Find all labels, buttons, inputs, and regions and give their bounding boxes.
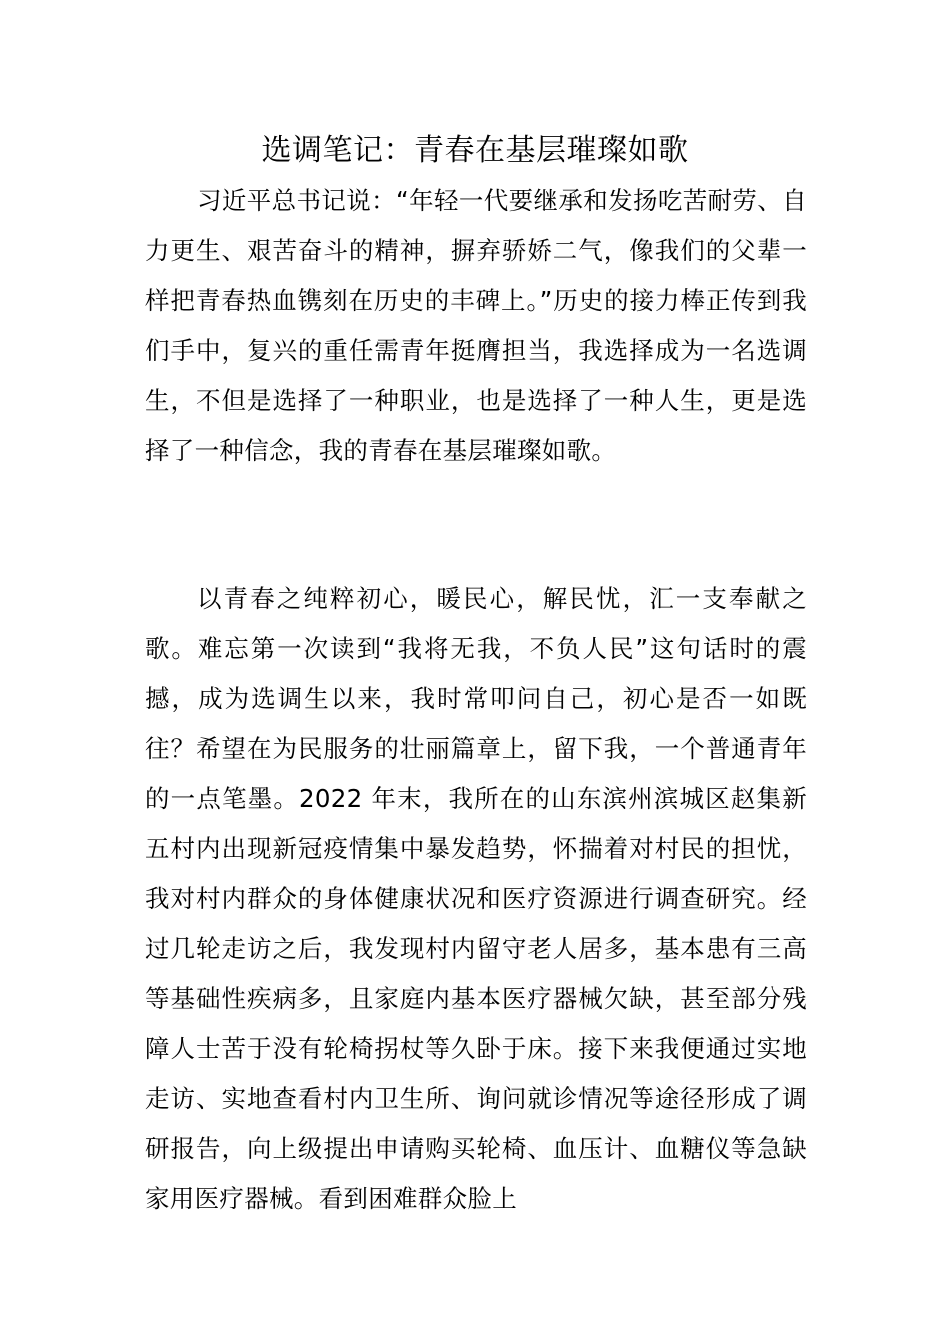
document-title: 选调笔记：青春在基层璀璨如歌 <box>261 133 689 168</box>
paragraph-2: 以青春之纯粹初心，暖民心，解民忧，汇一支奉献之歌。难忘第一次读到“我将无我，不负人民”这句话时的震撼，成为选调生以来，我时常叩问自己，初心是否一如既往？希望在为民服务的壮丽篇章上，留下我，一个普通青年的一点笔墨。2022 年末，我所在的山东滨州滨城区赵集新五村内出现新冠疫情集中暴发趋势，怀揣着对村民的担忧，我对村内群众的身体健康状况和医疗资源进行调查研究。经过几轮走访之后，我发现村内留守老人居多，基本患有三高等基础性疾病多，且家庭内基本医疗器械欠缺，甚至部分残障人士苦于没有轮椅拐杖等久卧于床。接下来我便通过实地走访、实地查看村内卫生所、询问就诊情况等途径形成了调研报告，向上级提出申请购买轮椅、血压计、血糖仪等急缺家用医疗器械。看到困难群众脸上 <box>145 584 807 1213</box>
paragraph-1: 习近平总书记说：“年轻一代要继承和发扬吃苦耐劳、自力更生、艰苦奋斗的精神，摒弃骄娇二气，像我们的父辈一样把青春热血镌刻在历史的丰碑上。”历史的接力棒正传到我们手中，复兴的重任需青年挺膺担当，我选择成为一名选调生，不但是选择了一种职业，也是选择了一种人生，更是选择了一种信念，我的青春在基层璀璨如歌。 <box>145 186 807 465</box>
